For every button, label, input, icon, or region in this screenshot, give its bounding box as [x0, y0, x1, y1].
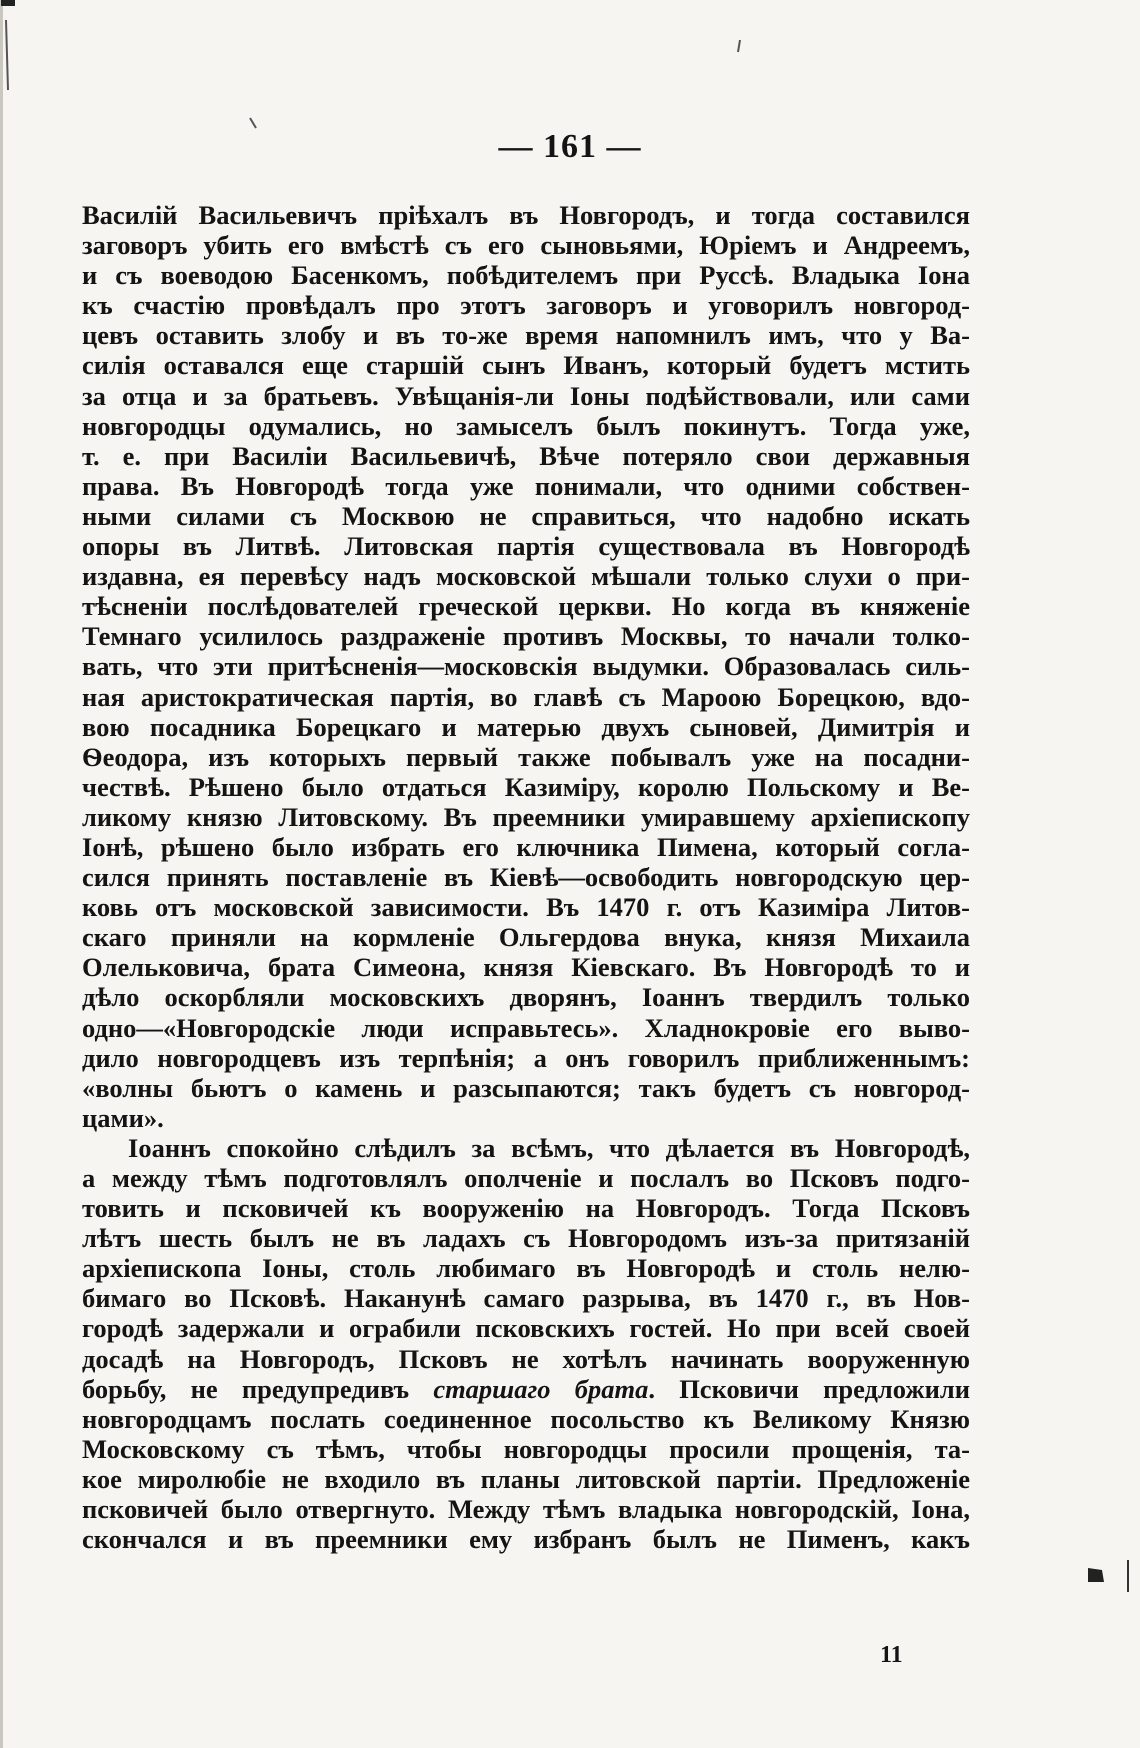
text-line: права. Въ Новгородѣ тогда уже понимали, что одними собствен- [82, 470, 970, 501]
emphasized-phrase: старшаго брата [433, 1373, 649, 1404]
text-line: ная аристократическая партія, во главѣ съ Мароою Борецкою, вдо- [82, 681, 970, 712]
text-line: скончался и въ преемники ему избранъ былъ не Пименъ, какъ [82, 1524, 970, 1555]
text-line: тѣсненіи послѣдователей греческой церкви. Но когда въ княженіе [82, 591, 970, 622]
text-line: т. е. при Василіи Васильевичѣ, Вѣче потеряло свои державныя [82, 440, 970, 471]
text-line: бимаго во Псковѣ. Наканунѣ самаго разрыва, въ 1470 г., въ Нов- [82, 1283, 970, 1314]
paragraph-start-line: Іоаннъ спокойно слѣдилъ за всѣмъ, что дѣлается въ Новгородѣ, [128, 1132, 970, 1163]
text-line: Василій Васильевичъ пріѣхалъ въ Новгородъ, и тогда составился [82, 200, 970, 230]
text-line-with-emphasis [82, 1374, 970, 1404]
text-line: за отца и за братьевъ. Увѣщанія-ли Іоны подѣйствовали, или сами [82, 380, 970, 411]
text-line: «волны бьютъ о камень и разсыпаются; такъ будетъ съ новгород- [82, 1072, 970, 1103]
text-segment: . Псковичи предложили [648, 1373, 970, 1404]
text-line: лѣтъ шесть былъ не въ ладахъ съ Новгородомъ изъ-за притязаній [82, 1223, 970, 1254]
text-line: ковь отъ московской зависимости. Въ 1470 г. отъ Казиміра Литов- [82, 892, 970, 923]
text-line: новгородцы одумались, но замыселъ былъ покинутъ. Тогда уже, [82, 410, 970, 441]
page-number: — 161 — [498, 128, 642, 165]
text-line: скаго приняли на кормленіе Ольгердова внука, князя Михаила [82, 922, 970, 953]
text-line: чествѣ. Рѣшено было отдаться Казиміру, королю Польскому и Ве- [82, 771, 970, 802]
text-line: товить и псковичей къ вооруженію на Новгородъ. Тогда Псковъ [82, 1193, 970, 1224]
text-segment: борьбу, не предупредивъ [82, 1373, 410, 1404]
text-line: сился принять поставленіе въ Кіевѣ—освободить новгородскую цер- [82, 862, 970, 893]
text-line: а между тѣмъ подготовлялъ ополченіе и послалъ во Псковъ подго- [82, 1163, 970, 1193]
text-line: городѣ задержали и ограбили псковскихъ гостей. Но при всей своей [82, 1313, 970, 1344]
text-line: и съ воеводою Басенкомъ, побѣдителемъ при Руссѣ. Владыка Іона [82, 260, 970, 291]
text-line: псковичей было отвергнуто. Между тѣмъ владыка новгородскій, Іона, [82, 1494, 970, 1525]
text-line: Ѳеодора, изъ которыхъ первый также побывалъ уже на посадни- [82, 741, 970, 772]
printer-signature-mark: 11 [880, 1642, 903, 1668]
text-line: архіепископа Іоны, столь любимаго въ Новгородѣ и столь нелю- [82, 1253, 970, 1284]
text-line: ликому князю Литовскому. Въ преемники умиравшему архіепископу [82, 801, 970, 832]
text-line: силія оставался еще старшій сынъ Иванъ, который будетъ мстить [82, 350, 970, 381]
text-line: вать, что эти притѣсненія—московскія выдумки. Образовалась силь- [82, 651, 970, 682]
text-line: къ счастію провѣдалъ про этотъ заговоръ и уговорилъ новгород- [82, 290, 970, 321]
main-text [82, 200, 970, 1554]
text-line: Московскому съ тѣмъ, чтобы новгородцы просили прощенія, та- [82, 1433, 970, 1464]
text-line: кое миролюбіе не входило въ планы литовской партіи. Предложеніе [82, 1463, 970, 1494]
text-line: ными силами съ Москвою не справиться, что надобно искать [82, 500, 970, 531]
text-line: Іонѣ, рѣшено было избрать его ключника Пимена, который согла- [82, 831, 970, 862]
text-line: опоры въ Литвѣ. Литовская партія существовала въ Новгородѣ [82, 531, 970, 562]
text-line: вою посадника Борецкаго и матерью двухъ сыновей, Димитрія и [82, 711, 970, 742]
text-line: цами». [82, 1102, 164, 1133]
text-line: досадѣ на Новгородъ, Псковъ не хотѣлъ начинать вооруженную [82, 1343, 970, 1374]
text-line: одно—«Новгородскіе люди исправьтесь». Хладнокровіе его выво- [82, 1012, 970, 1043]
text-line: Олельковича, брата Симеона, князя Кіевскаго. Въ Новгородѣ то и [82, 952, 970, 983]
text-line: заговоръ убить его вмѣстѣ съ его сыновьями, Юріемъ и Андреемъ, [82, 230, 970, 261]
text-line: Темнаго усилилось раздраженіе противъ Москвы, то начали толко- [82, 621, 970, 652]
text-line: дѣло оскорбляли московскихъ дворянъ, Іоаннъ твердилъ только [82, 982, 970, 1013]
text-line: издавна, ея перевѣсу надъ московской мѣшали только слухи о при- [82, 561, 970, 592]
text-line: новгородцамъ послать соединенное посольство къ Великому Князю [82, 1403, 970, 1434]
text-line: дило новгородцевъ изъ терпѣнія; а онъ говорилъ приближеннымъ: [82, 1042, 970, 1073]
text-line: цевъ оставить злобу и въ то-же время напомнилъ имъ, что у Ва- [82, 320, 970, 351]
